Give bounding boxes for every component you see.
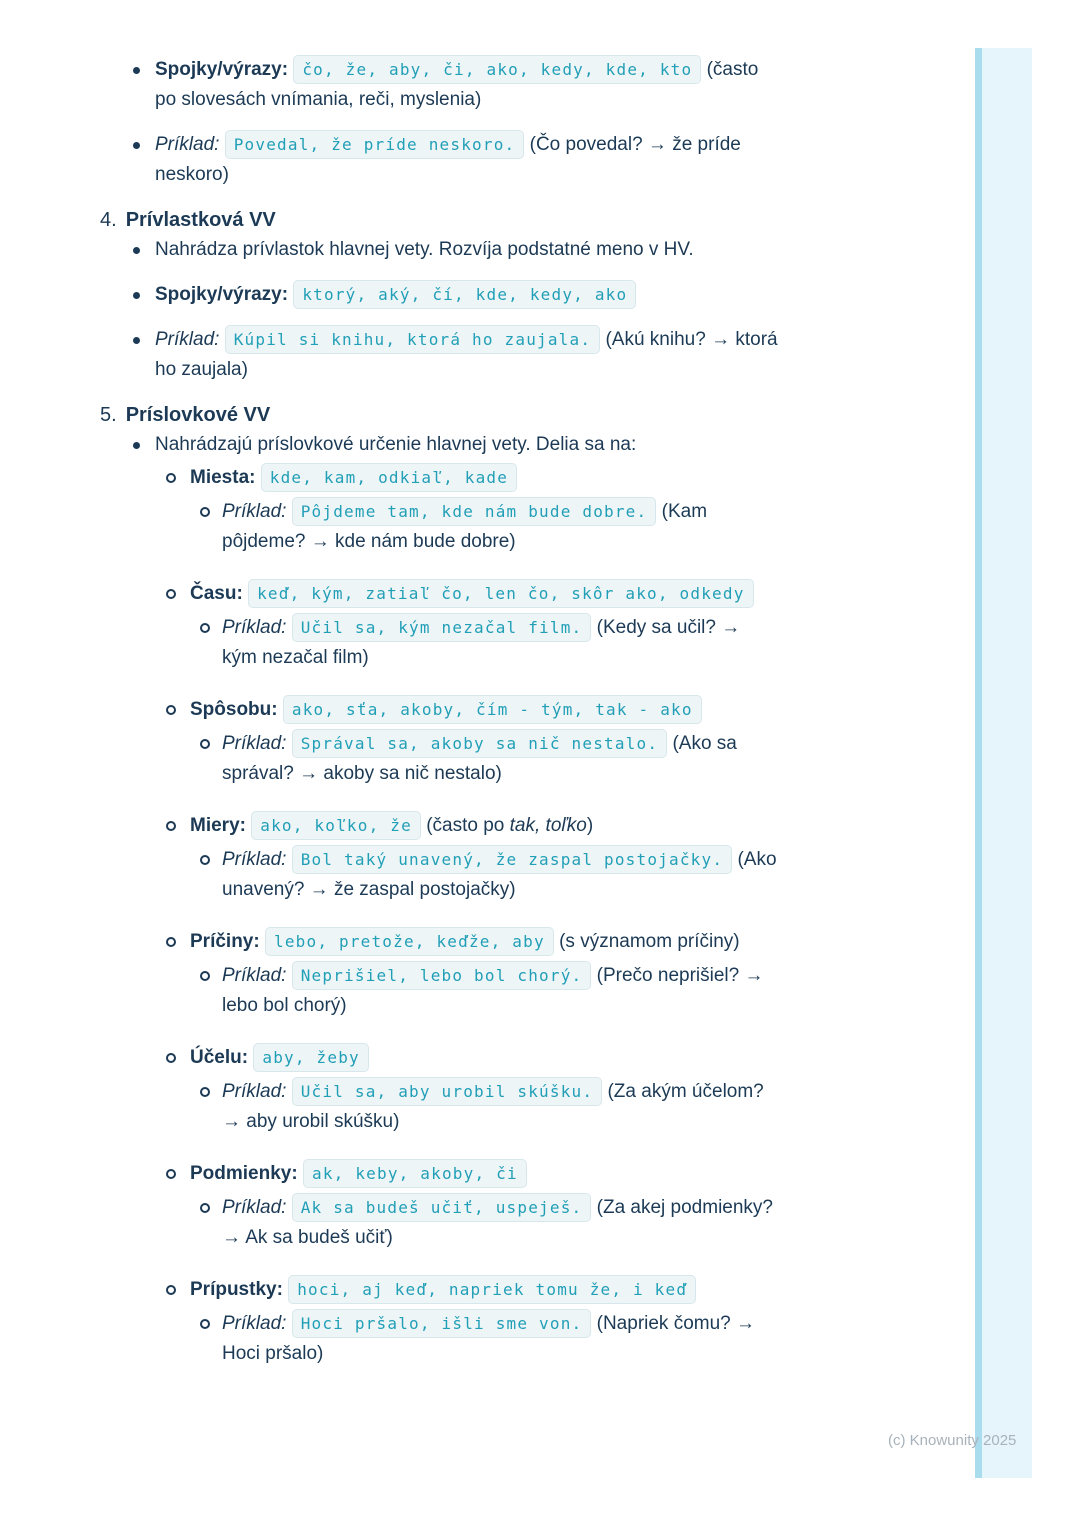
bullet-dot-icon (133, 247, 140, 254)
category-miesta (0, 463, 1080, 493)
example-priciny (0, 961, 1080, 1021)
bullet-dot-icon (133, 142, 140, 149)
text-segment: Príklad: (222, 1313, 292, 1334)
text-segment: lebo bol chorý) (222, 995, 347, 1016)
bullet-dot-icon (133, 442, 140, 449)
text-segment: (často po (420, 815, 510, 836)
text-segment: Hoci pršalo) (222, 1343, 324, 1364)
text-segment: Príslovkové VV (125, 404, 271, 426)
bullet-ring-icon (200, 623, 210, 633)
category-priciny (0, 927, 1080, 957)
connector-tag: Bol taký unavený, že zaspal postojačky. (292, 845, 732, 874)
bullet-ring-icon (166, 1285, 176, 1295)
example-casu (0, 613, 1080, 673)
bullet-ring-icon (166, 1169, 176, 1179)
text-segment: správal? → akoby sa nič nestalo) (222, 763, 502, 784)
example-ucelu (0, 1077, 1080, 1137)
text-segment: Príklad: (222, 501, 292, 522)
connector-tag: lebo, pretože, keďže, aby (265, 927, 554, 956)
category-pripustky (0, 1275, 1080, 1305)
connectors-bullet-privlastkova (0, 280, 1080, 310)
category-sposobu (0, 695, 1080, 725)
text-segment: Príklad: (222, 1081, 292, 1102)
example-sposobu (0, 729, 1080, 789)
text-segment: 5. (100, 404, 117, 426)
connector-tag: Hoci pršalo, išli sme von. (292, 1309, 592, 1338)
category-ucelu (0, 1043, 1080, 1073)
text-segment: Spojky/výrazy: (155, 59, 294, 80)
connector-tag: Pôjdeme tam, kde nám bude dobre. (292, 497, 657, 526)
text-segment: (Napriek čomu? → (591, 1313, 756, 1334)
bullet-ring-icon (200, 855, 210, 865)
definition-bullet-privlastkova (0, 235, 1080, 265)
text-segment: Podmienky: (190, 1163, 303, 1184)
text-segment: kým nezačal film) (222, 647, 369, 668)
example-bullet-predmetova (0, 130, 1080, 190)
text-segment: → Ak sa budeš učiť) (222, 1227, 393, 1248)
text-segment: 4. (100, 209, 117, 231)
text-segment: (Za akej podmienky? (591, 1197, 774, 1218)
text-segment: ) (586, 815, 594, 836)
bullet-ring-icon (166, 821, 176, 831)
connectors-bullet-predmetova (0, 55, 1080, 115)
connector-tag: kde, kam, odkiaľ, kade (261, 463, 517, 492)
connector-tag: hoci, aj keď, napriek tomu že, i keď (288, 1275, 696, 1304)
bullet-ring-icon (200, 971, 210, 981)
bullet-ring-icon (166, 937, 176, 947)
category-casu (0, 579, 1080, 609)
connector-tag: ako, sťa, akoby, čím - tým, tak - ako (283, 695, 702, 724)
text-segment: (Akú knihu? → ktorá (600, 329, 778, 350)
bullet-ring-icon (200, 507, 210, 517)
example-bullet-privlastkova (0, 325, 1080, 385)
text-segment: (Kedy sa učil? → (591, 617, 741, 638)
connector-tag: ako, koľko, že (251, 811, 421, 840)
text-segment: (Kam (656, 501, 708, 522)
bullet-ring-icon (166, 473, 176, 483)
heading-prislovkove-vv (0, 400, 1080, 430)
bullet-ring-icon (200, 1319, 210, 1329)
connector-tag: Učil sa, aby urobil skúšku. (292, 1077, 603, 1106)
text-segment: → aby urobil skúšku) (222, 1111, 400, 1132)
text-segment: Času: (190, 583, 249, 604)
connector-tag: keď, kým, zatiaľ čo, len čo, skôr ako, odkedy (248, 579, 753, 608)
text-segment: (Za akým účelom? (602, 1081, 764, 1102)
example-podmienky (0, 1193, 1080, 1253)
connector-tag: Ak sa budeš učiť, uspeješ. (292, 1193, 592, 1222)
example-miery (0, 845, 1080, 905)
text-segment: neskoro) (155, 164, 229, 185)
connector-tag: ak, keby, akoby, či (303, 1159, 527, 1188)
bullet-dot-icon (133, 67, 140, 74)
bullet-ring-icon (166, 705, 176, 715)
text-segment: Nahrádzajú príslovkové určenie hlavnej vety. Delia sa na: (155, 434, 637, 455)
bullet-ring-icon (200, 1087, 210, 1097)
connector-tag: ktorý, aký, čí, kde, kedy, ako (293, 280, 636, 309)
text-segment: Príklad: (222, 733, 292, 754)
text-segment: Príklad: (155, 134, 225, 155)
text-segment: Nahrádza prívlastok hlavnej vety. Rozvíja podstatné meno v HV. (155, 239, 694, 260)
text-segment: Príklad: (222, 617, 292, 638)
text-segment: Miesta: (190, 467, 261, 488)
text-segment: Spôsobu: (190, 699, 283, 720)
bullet-dot-icon (133, 292, 140, 299)
text-segment: po slovesách vnímania, reči, myslenia) (155, 89, 482, 110)
bullet-ring-icon (200, 739, 210, 749)
text-segment: Príklad: (222, 965, 292, 986)
text-segment: Príklad: (222, 1197, 292, 1218)
text-segment: Spojky/výrazy: (155, 284, 294, 305)
bullet-ring-icon (166, 589, 176, 599)
text-segment: (s významom príčiny) (553, 931, 740, 952)
example-miesta (0, 497, 1080, 557)
text-segment: (Ako (732, 849, 777, 870)
bullet-ring-icon (200, 1203, 210, 1213)
category-podmienky (0, 1159, 1080, 1189)
definition-bullet-prislovkove (0, 430, 1080, 460)
text-segment: (Prečo neprišiel? → (591, 965, 764, 986)
example-pripustky (0, 1309, 1080, 1369)
text-segment: unavený? → že zaspal postojačky) (222, 879, 516, 900)
connector-tag: čo, že, aby, či, ako, kedy, kde, kto (293, 55, 701, 84)
text-segment: Prípustky: (190, 1279, 289, 1300)
text-segment: Príčiny: (190, 931, 265, 952)
text-segment: Príklad: (222, 849, 292, 870)
text-segment: ho zaujala) (155, 359, 248, 380)
connector-tag: Neprišiel, lebo bol chorý. (292, 961, 592, 990)
footer-credit: (c) Knowunity 2025 (888, 1432, 1017, 1449)
connector-tag: Povedal, že príde neskoro. (225, 130, 525, 159)
connector-tag: Kúpil si knihu, ktorá ho zaujala. (225, 325, 600, 354)
bullet-ring-icon (166, 1053, 176, 1063)
text-segment: Prívlastková VV (125, 209, 276, 231)
text-segment: (často (701, 59, 759, 80)
heading-privlastkova-vv (0, 205, 1080, 235)
text-segment: (Čo povedal? → že príde (524, 134, 741, 155)
category-miery (0, 811, 1080, 841)
text-segment: Miery: (190, 815, 252, 836)
bullet-dot-icon (133, 337, 140, 344)
text-segment: (Ako sa (667, 733, 737, 754)
text-segment: pôjdeme? → kde nám bude dobre) (222, 531, 516, 552)
connector-tag: Správal sa, akoby sa nič nestalo. (292, 729, 667, 758)
connector-tag: aby, žeby (253, 1043, 369, 1072)
text-segment: tak, toľko (509, 815, 587, 836)
connector-tag: Učil sa, kým nezačal film. (292, 613, 592, 642)
text-segment: Účelu: (190, 1047, 254, 1068)
text-segment: Príklad: (155, 329, 225, 350)
